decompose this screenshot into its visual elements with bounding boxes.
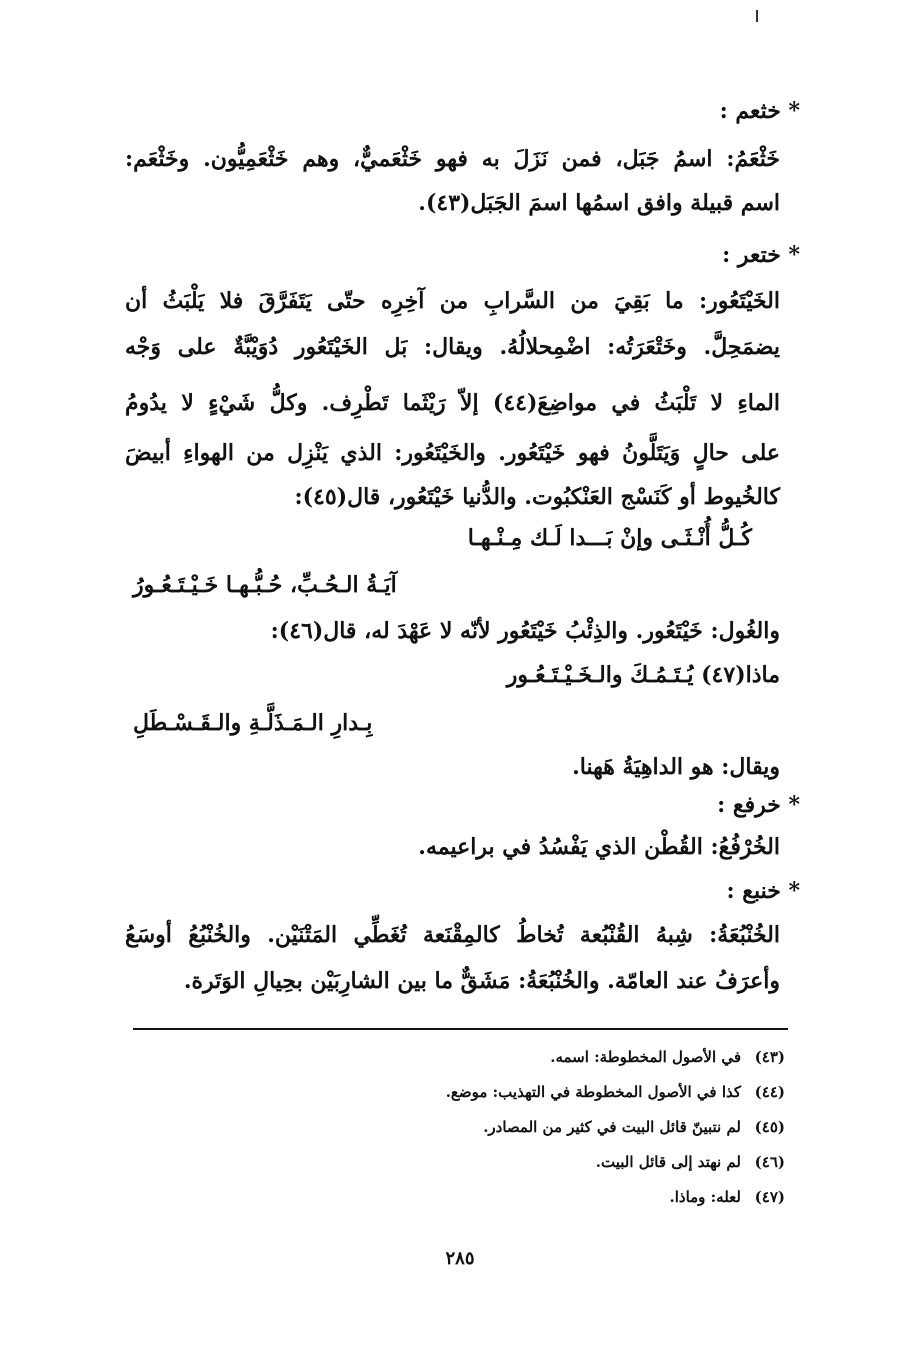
- entry-text-line: الخَيْتَعُور: ما بَقِيَ من السَّرابِ من آخِرِه حتّى يَتَفَرَّقَ فلا يَلْبَثُ أن: [125, 288, 780, 314]
- entry-text-line: والغُول: خَيْتَعُور. والذِئْبُ خَيْتَعُور لأنّه لا عَهْدَ له، قال(٤٦):: [270, 618, 780, 644]
- footnote-text: في الأصول المخطوطة: اسمه.: [550, 1048, 741, 1066]
- footnote: [550, 1048, 785, 1066]
- entry-text-line: يضمَحِلَّ. وخَتْعَرَتُه: اضْمِحلالُهُ. ويقال: بَل الخَيْتَعُور دُوَيْبَّةٌ على وَجْه: [125, 334, 780, 360]
- entry-heading: * ختعر :: [722, 242, 800, 268]
- top-margin-mark: [756, 10, 758, 22]
- footnote-text: لعله: وماذا.: [669, 1188, 741, 1206]
- entry-text-line: الخُنْبُعَةُ: شِبهُ القُنْبُعة تُخاطُ كالمِقْنَعة تُغَطِّي المَتْنَيْن. والخُنْبُعُ أوسَعُ: [125, 922, 780, 948]
- footnote-number: (٤٤): [754, 1083, 785, 1101]
- verse-line: ماذا(٤٧) يُـتَـمُـكَ والـخَـيْـتَـعُـور: [506, 662, 780, 688]
- entry-text-line: ويقال: هو الداهِيَةُ هَهنا.: [572, 754, 780, 780]
- entry-heading: * خرفع :: [717, 792, 800, 818]
- entry-text-line: اسم قبيلة وافق اسمُها اسمَ الجَبَل(٤٣).: [418, 190, 780, 216]
- footnote-number: (٤٣): [754, 1048, 785, 1066]
- verse-line: آيَـةُ الـحُـبِّ، حُـبُّـهـا خَـيْـتَـعُـورُ: [133, 572, 397, 598]
- verse-line: بِـدارِ الـمَـذَلَّـةِ والـقَـسْـطَلِ: [133, 710, 373, 736]
- footnote-number: (٤٥): [754, 1118, 785, 1136]
- footnote-number: (٤٧): [754, 1188, 785, 1206]
- entry-heading: * خثعم :: [719, 98, 800, 124]
- entry-text-line: على حالٍ وَيَتَلَّونُ فهو خَيْتَعُور. والخَيْتَعُور: الذي يَنْزِل من الهواءِ أبيضَ: [125, 440, 780, 466]
- footnote: [670, 1188, 786, 1206]
- footnote-text: كذا في الأصول المخطوطة في التهذيب: موضع.: [445, 1083, 741, 1101]
- footnote: [446, 1083, 785, 1101]
- footnote-text: لم نتبينّ قائل البيت في كثير من المصادر.: [483, 1118, 741, 1136]
- entry-heading: * خنبع :: [726, 878, 800, 904]
- verse-line: كُـلُّ أُنْـثَـى وإنْ بَـــدا لَـك مِـنْـهـا: [467, 525, 752, 551]
- entry-text-line: كالخُيوط أو كَنَسْج العَنْكبُوت. والدُّنيا خَيْتَعُور، قال(٤٥):: [294, 484, 780, 510]
- entry-text-line: الخُرْفُعُ: القُطْن الذي يَفْسُدُ في براعيمه.: [418, 834, 780, 860]
- footnote-number: (٤٦): [754, 1153, 785, 1171]
- entry-text-line: وأعرَفُ عند العامّة. والخُنْبُعَةُ: مَشَقٌّ ما بين الشارِبَيْن بحِيالِ الوَتَرة.: [183, 968, 780, 994]
- footnote-text: لم نهتد إلى قائل البيت.: [595, 1153, 741, 1171]
- entry-text-line: الماءِ لا تَلْبَثُ في مواضِعَ(٤٤) إلاّ رَيْثَما تَطْرِف. وكلُّ شَيْءٍ لا يدُومُ: [125, 390, 780, 416]
- footnote-divider: [133, 1028, 788, 1030]
- footnote: [596, 1153, 785, 1171]
- footnote: [483, 1118, 785, 1136]
- page-number: ٢٨٥: [445, 1248, 475, 1269]
- entry-text-line: خَثْعَمُ: اسمُ جَبَل، فمن نَزَلَ به فهو خَثْعَميٌّ، وهم خَثْعَمِيُّون. وخَثْعَم:: [125, 146, 780, 172]
